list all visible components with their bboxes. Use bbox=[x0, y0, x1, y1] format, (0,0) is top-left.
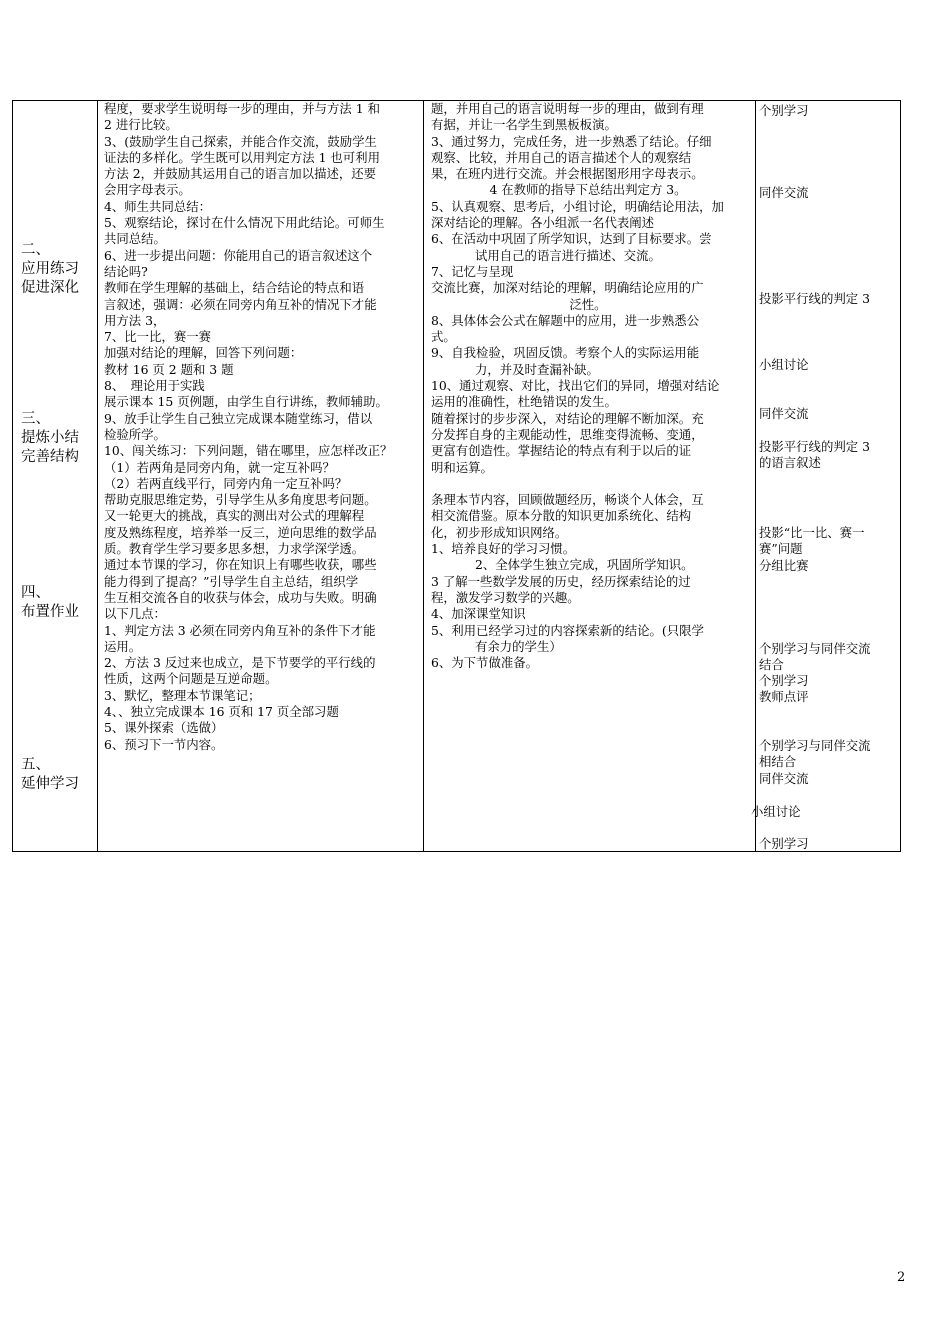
section-heading bbox=[21, 410, 91, 467]
student-activity-column bbox=[423, 101, 755, 851]
teacher-activity-line: 方法 2，并鼓励其运用自己的语言加以描述，还要 bbox=[104, 166, 377, 182]
method-note: 个别学习与同伴交流 bbox=[759, 738, 871, 753]
student-activity-line: 分发挥自身的主观能动性，思维变得流畅、变通， bbox=[431, 426, 704, 442]
lesson-plan-table bbox=[12, 100, 901, 852]
method-note: 小组讨论 bbox=[751, 804, 801, 819]
teacher-activity-line: 4、师生共同总结： bbox=[104, 198, 212, 214]
student-activity-line: 深对结论的理解。各小组派一名代表阐述 bbox=[431, 215, 655, 231]
teacher-activity-line: 共同总结。 bbox=[104, 231, 166, 247]
method-note: 小组讨论 bbox=[759, 357, 809, 372]
student-activity-line: 10、通过观察、对比，找出它们的异同，增强对结论 bbox=[431, 378, 720, 394]
teacher-activity-line: 8、 理论用于实践 bbox=[104, 378, 205, 394]
section-heading bbox=[21, 756, 91, 794]
teacher-activity-line: 5、课外探索（选做） bbox=[104, 720, 224, 736]
student-activity-line: 3、通过努力，完成任务，进一步熟悉了结论。仔细 bbox=[431, 133, 712, 149]
student-activity-line: 6、在活动中巩固了所学知识，达到了目标要求。尝 bbox=[431, 231, 712, 247]
student-activity-line: 2、全体学生独立完成，巩固所学知识。 bbox=[475, 557, 694, 573]
student-activity-line: 5、认真观察、思考后，小组讨论，明确结论用法，加 bbox=[431, 198, 724, 214]
student-activity-line: 运用的准确性，杜绝错误的发生。 bbox=[431, 394, 617, 410]
student-activity-line: 5、利用已经学习过的内容探索新的结论。(只限学 bbox=[431, 622, 704, 638]
student-activity-line: 明和运算。 bbox=[431, 459, 493, 475]
student-activity-line: 有余力的学生） bbox=[475, 638, 562, 654]
teacher-activity-line: 2 进行比较。 bbox=[104, 117, 178, 133]
student-activity-line: 1、培养良好的学习习惯。 bbox=[431, 541, 576, 557]
teacher-activity-line: 6、预习下一节内容。 bbox=[104, 736, 224, 752]
teacher-activity-line: 生互相交流各自的收获与体会，成功与失败。明确 bbox=[104, 589, 377, 605]
teacher-activity-line: 度及熟练程度，培养举一反三，逆向思维的数学品 bbox=[104, 524, 377, 540]
section-title: 布置作业 bbox=[21, 604, 79, 620]
teacher-activity-line: 会用字母表示。 bbox=[104, 182, 191, 198]
method-note: 投影平行线的判定 3 bbox=[759, 439, 870, 454]
section-title: 延伸学习 bbox=[21, 776, 79, 792]
teacher-activity-line: 质。教育学生学习要多思多想，力求学深学透。 bbox=[104, 541, 365, 557]
student-activity-line bbox=[431, 476, 745, 492]
teacher-activity-line: 运用。 bbox=[104, 638, 142, 654]
method-note: 投影平行线的判定 3 bbox=[759, 291, 870, 306]
student-activity-line: 4、加深课堂知识 bbox=[431, 606, 526, 622]
student-activity-line: 条理本节内容，回顾做题经历，畅谈个人体会，互 bbox=[431, 492, 704, 508]
method-note: 同伴交流 bbox=[759, 406, 809, 421]
teacher-activity-line: 1、判定方法 3 必须在同旁内角互补的条件下才能 bbox=[104, 622, 376, 638]
student-activity-line: 题，并用自己的语言说明每一步的理由，做到有理 bbox=[431, 101, 704, 116]
teacher-activity-line: 以下几点： bbox=[104, 606, 166, 622]
section-heading bbox=[21, 584, 91, 622]
method-note: 个别学习 bbox=[759, 103, 809, 118]
teacher-activity-line: 5、观察结论，探讨在什么情况下用此结论。可师生 bbox=[104, 215, 385, 231]
section-heading bbox=[21, 241, 91, 298]
teacher-activity-line: 3、(鼓励学生自己探索，并能合作交流，鼓励学生 bbox=[104, 133, 377, 149]
student-activity-line: 果，在班内进行交流。并会根据图形用字母表示。 bbox=[431, 166, 704, 182]
section-title: 应用练习促进深化 bbox=[21, 261, 79, 296]
method-note: 相结合 bbox=[759, 754, 797, 769]
teacher-activity-line: 程度，要求学生说明每一步的理由，并与方法 1 和 bbox=[104, 101, 380, 116]
student-activity-line: 6、为下节做准备。 bbox=[431, 655, 539, 671]
student-activity-line: 试用自己的语言进行描述、交流。 bbox=[475, 247, 661, 263]
student-activity-line: 7、记忆与呈现 bbox=[431, 263, 514, 279]
section-column bbox=[13, 101, 97, 851]
method-note: 分组比赛 bbox=[759, 558, 809, 573]
teacher-activity-line: 言叙述，强调：必须在同旁内角互补的情况下才能 bbox=[104, 296, 377, 312]
student-activity-line: 观察、比较，并用自己的语言描述个人的观察结 bbox=[431, 149, 692, 165]
teacher-activity-line: 10、闯关练习：下列问题，错在哪里，应怎样改正？ bbox=[104, 443, 393, 459]
student-activity-line: 程，激发学习数学的兴趣。 bbox=[431, 589, 580, 605]
teacher-activity-line: 展示课本 15 页例题，由学生自行讲练，教师辅助。 bbox=[104, 394, 388, 410]
teacher-activity-line: 4、、独立完成课本 16 页和 17 页全部习题 bbox=[104, 703, 339, 719]
student-activity-line: 有据，并让一名学生到黑板板演。 bbox=[431, 117, 617, 133]
teacher-activity-line: 检验所学。 bbox=[104, 426, 166, 442]
page-number: 2 bbox=[897, 1270, 906, 1285]
method-note: 同伴交流 bbox=[759, 771, 809, 786]
teacher-activity-line: 性质，这两个问题是互逆命题。 bbox=[104, 671, 278, 687]
teacher-activity-line: 2、方法 3 反过来也成立，是下节要学的平行线的 bbox=[104, 655, 376, 671]
teacher-activity-line: 帮助克服思维定势，引导学生从多角度思考问题。 bbox=[104, 492, 377, 508]
teacher-activity-line: 7、比一比，赛一赛 bbox=[104, 329, 212, 345]
teacher-activity-column bbox=[97, 101, 423, 851]
method-note: 赛”问题 bbox=[759, 541, 803, 556]
teacher-activity-line: （1）若两角是同旁内角，就一定互补吗？ bbox=[104, 459, 335, 475]
teacher-activity-line: 结论吗? bbox=[104, 263, 148, 279]
section-title: 提炼小结完善结构 bbox=[21, 430, 79, 465]
teacher-activity-line: 证法的多样化。学生既可以用判定方法 1 也可利用 bbox=[104, 149, 380, 165]
student-activity-line: 化，初步形成知识网络。 bbox=[431, 524, 568, 540]
student-activity-line: 式。 bbox=[431, 329, 456, 345]
student-activity-line: 9、自我检验，巩固反馈。考察个人的实际运用能 bbox=[431, 345, 700, 361]
teacher-activity-line: 用方法 3， bbox=[104, 312, 166, 328]
method-note: 个别学习 bbox=[759, 836, 809, 851]
student-activity-line: 更富有创造性。掌握结论的特点有利于以后的证 bbox=[431, 443, 692, 459]
method-note: 同伴交流 bbox=[759, 185, 809, 200]
student-activity-line: 交流比赛，加深对结论的理解，明确结论应用的广 bbox=[431, 280, 704, 296]
section-number: 五、 bbox=[21, 757, 50, 773]
student-activity-line: 3 了解一些数学发展的历史，经历探索结论的过 bbox=[431, 573, 691, 589]
teacher-activity-line: 教师在学生理解的基础上，结合结论的特点和语 bbox=[104, 280, 365, 296]
method-note: 教师点评 bbox=[759, 689, 809, 704]
method-note: 个别学习 bbox=[759, 673, 809, 688]
teacher-activity-line: 6、进一步提出问题：你能用自己的语言叙述这个 bbox=[104, 247, 373, 263]
teacher-activity-line: （2）若两直线平行，同旁内角一定互补吗？ bbox=[104, 475, 348, 491]
student-activity-line: 泛性。 bbox=[569, 296, 607, 312]
teacher-activity-line: 能力得到了提高？”引导学生自主总结，组织学 bbox=[104, 573, 359, 589]
method-note: 的语言叙述 bbox=[759, 455, 821, 470]
method-column bbox=[751, 101, 902, 851]
teacher-activity-line: 加强对结论的理解，回答下列问题： bbox=[104, 345, 303, 361]
method-note: 个别学习与同伴交流 bbox=[759, 641, 871, 656]
teacher-activity-line: 教材 16 页 2 题和 3 题 bbox=[104, 361, 234, 377]
teacher-activity-line: 9、放手让学生自己独立完成课本随堂练习，借以 bbox=[104, 410, 373, 426]
method-note: 结合 bbox=[759, 657, 784, 672]
student-activity-line: 8、具体体会公式在解题中的应用，进一步熟悉公 bbox=[431, 312, 700, 328]
section-number: 二、 bbox=[21, 242, 50, 258]
section-number: 三、 bbox=[21, 411, 50, 427]
student-activity-line: 随着探讨的步步深入，对结论的理解不断加深。充 bbox=[431, 410, 704, 426]
student-activity-line: 相交流借鉴。原本分散的知识更加系统化、结构 bbox=[431, 508, 692, 524]
teacher-activity-line: 又一轮更大的挑战，真实的测出对公式的理解程 bbox=[104, 508, 365, 524]
student-activity-line: 4 在教师的指导下总结出判定方 3。 bbox=[489, 182, 687, 198]
section-number: 四、 bbox=[21, 585, 50, 601]
student-activity-line: 力，并及时查漏补缺。 bbox=[475, 361, 599, 377]
teacher-activity-line: 3、默忆，整理本节课笔记； bbox=[104, 687, 261, 703]
teacher-activity-line: 通过本节课的学习，你在知识上有哪些收获，哪些 bbox=[104, 557, 377, 573]
method-note: 投影“比一比、赛一 bbox=[759, 525, 865, 540]
